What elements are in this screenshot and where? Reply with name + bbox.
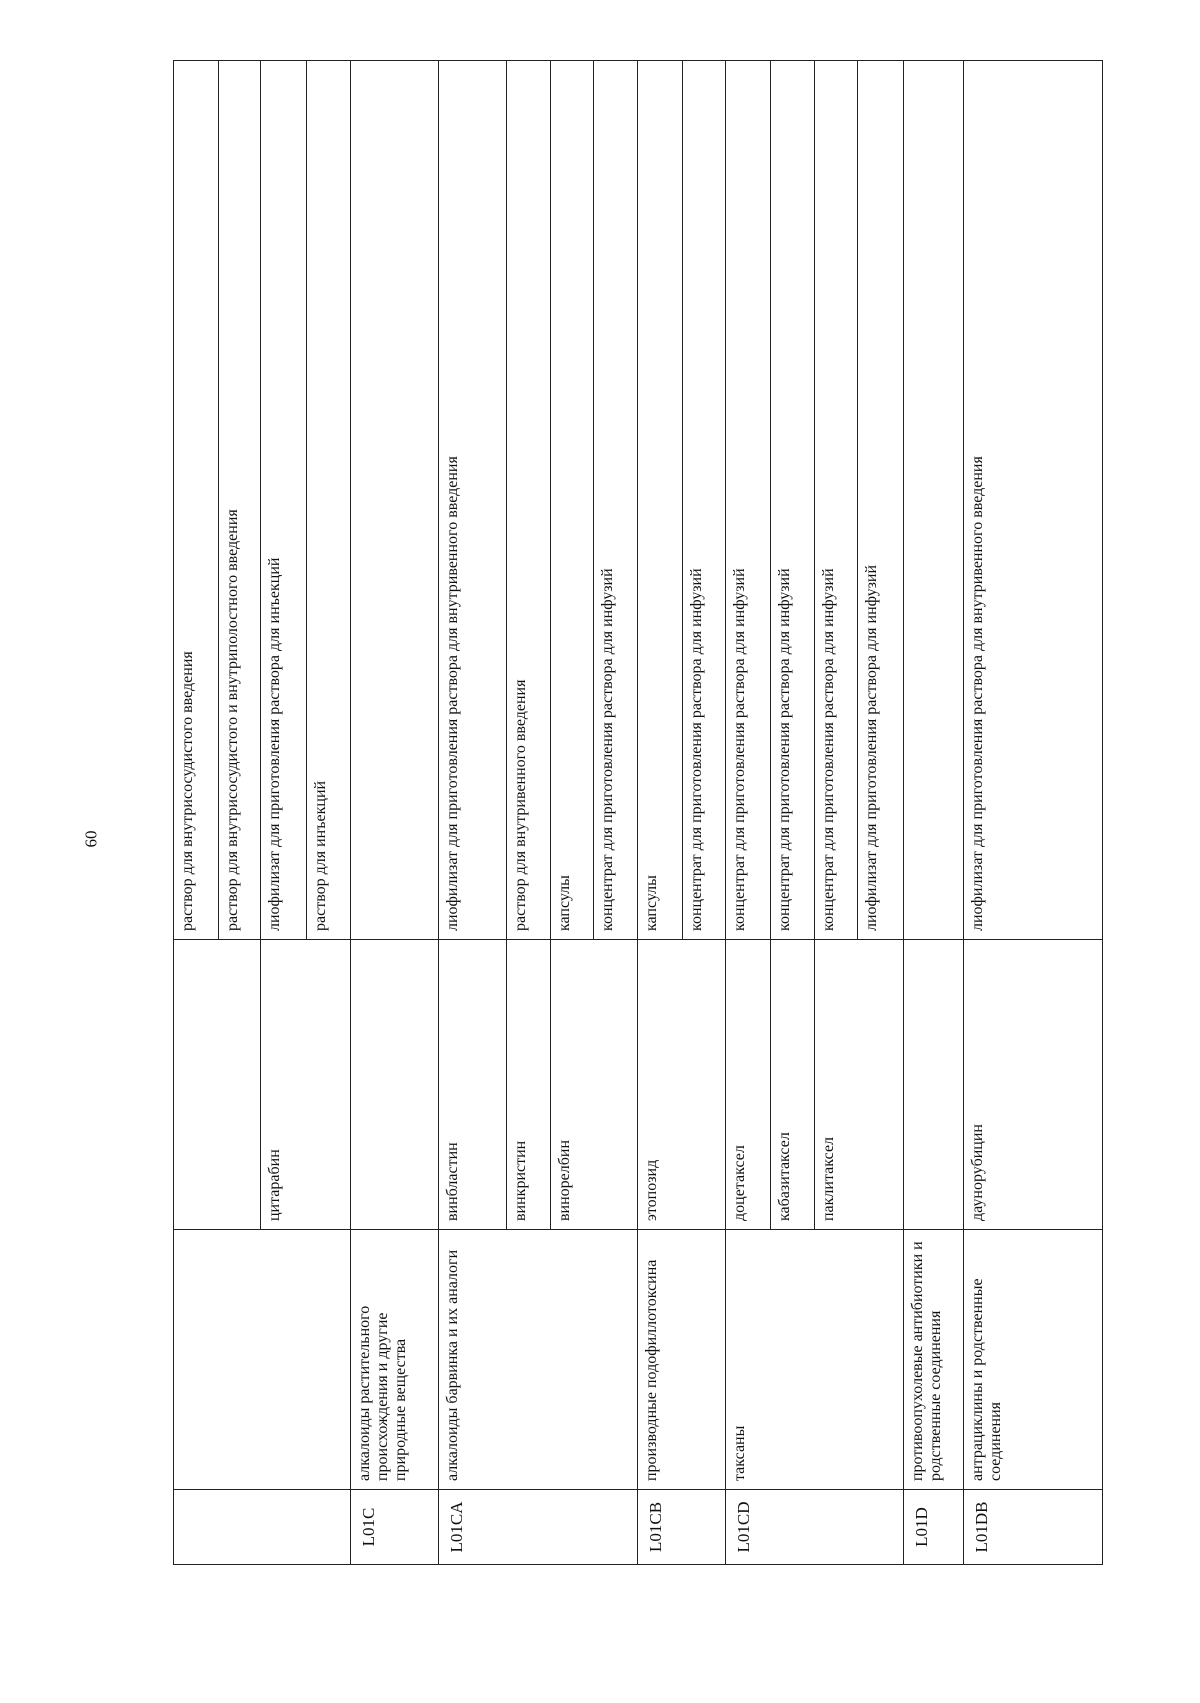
table-row xyxy=(174,61,219,1565)
group-cell xyxy=(174,1230,351,1490)
drug-table-rotated xyxy=(173,61,1103,1565)
drug-name: винкристин xyxy=(507,940,551,1230)
drug-name: даунорубицин xyxy=(964,940,1103,1230)
atc-code: L01DB xyxy=(964,1490,1103,1565)
form-cell: раствор для внутрисосудистого введения xyxy=(174,61,219,940)
form-cell: концентрат для приготовления раствора для инфузий xyxy=(726,61,771,940)
atc-code: L01CB xyxy=(638,1490,726,1565)
atc-group-name: таксаны xyxy=(726,1230,904,1490)
form-cell: концентрат для приготовления раствора для инфузий xyxy=(771,61,815,940)
atc-group-name: алкалоиды барвинка и их аналоги xyxy=(439,1230,638,1490)
form-cell: капсулы xyxy=(551,61,594,940)
form-cell: лиофилизат для приготовления раствора для внутривенного введения xyxy=(964,61,1103,940)
page-number: 60 xyxy=(81,830,100,848)
drug-table xyxy=(173,60,1103,1565)
form-cell: лиофилизат для приготовления раствора для внутривенного введения xyxy=(439,61,507,940)
drug-name: паклитаксел xyxy=(815,940,904,1230)
atc-code: L01CA xyxy=(439,1490,638,1565)
form-cell xyxy=(904,61,964,940)
table-row xyxy=(964,61,1103,1565)
drug-name: доцетаксел xyxy=(726,940,771,1230)
drug-cell xyxy=(174,940,261,1230)
table-row xyxy=(351,61,439,1565)
drug-cell xyxy=(351,940,439,1230)
form-cell: раствор для инъекций xyxy=(307,61,351,940)
atc-group-name: алкалоиды растительного происхождения и другие природные вещества xyxy=(351,1230,439,1490)
drug-cell xyxy=(904,940,964,1230)
atc-group-name: производные подофиллотоксина xyxy=(638,1230,726,1490)
form-cell: концентрат для приготовления раствора для инфузий xyxy=(594,61,638,940)
table-row xyxy=(904,61,964,1565)
form-cell xyxy=(351,61,439,940)
drug-name: винбластин xyxy=(439,940,507,1230)
atc-code: L01CD xyxy=(726,1490,904,1565)
table-row xyxy=(726,61,771,1565)
drug-name: винорелбин xyxy=(551,940,638,1230)
code-cell xyxy=(174,1490,351,1565)
form-cell: капсулы xyxy=(638,61,683,940)
form-cell: лиофилизат для приготовления раствора для инфузий xyxy=(858,61,904,940)
atc-group-name: противоопухолевые антибиотики и родственные соединения xyxy=(904,1230,964,1490)
form-cell: раствор для внутрисосудистого и внутриполостного введения xyxy=(219,61,261,940)
atc-group-name: антрациклины и родственные соединения xyxy=(964,1230,1103,1490)
atc-code: L01D xyxy=(904,1490,964,1565)
table-row xyxy=(439,61,507,1565)
table-row xyxy=(638,61,683,1565)
form-cell: лиофилизат для приготовления раствора для инъекций xyxy=(261,61,307,940)
form-cell: концентрат для приготовления раствора для инфузий xyxy=(815,61,858,940)
atc-code: L01C xyxy=(351,1490,439,1565)
form-cell: раствор для внутривенного введения xyxy=(507,61,551,940)
drug-cell: цитарабин xyxy=(261,940,351,1230)
drug-name: кабазитаксел xyxy=(771,940,815,1230)
drug-name: этопозид xyxy=(638,940,726,1230)
form-cell: концентрат для приготовления раствора для инфузий xyxy=(683,61,726,940)
